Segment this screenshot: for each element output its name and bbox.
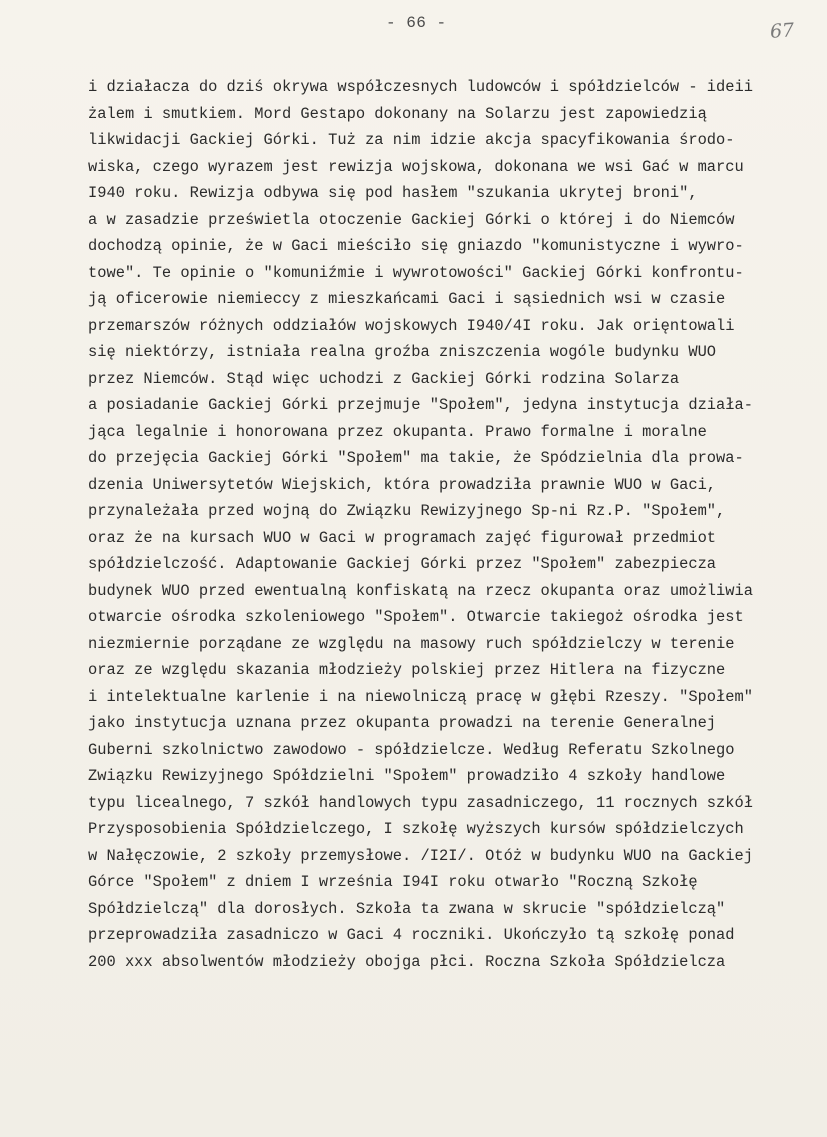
text-line: dzenia Uniwersytetów Wiejskich, która prowadziła prawnie WUO w Gaci,	[88, 475, 717, 494]
page-number: - 66 -	[386, 14, 447, 32]
body-text	[88, 74, 827, 975]
text-line: w Nałęczowie, 2 szkoły przemysłowe. /I2I/. Otóż w budynku WUO na Gackiej	[88, 846, 753, 865]
text-line: oraz ze względu skazania młodzieży polskiej przez Hitlera na fizyczne	[88, 661, 726, 679]
text-line: przez Niemców. Stąd więc uchodzi z Gackiej Górki rodzina Solarza	[88, 369, 680, 388]
text-line: jako instytucja uznana przez okupanta prowadzi na terenie Generalnej	[88, 714, 717, 732]
text-line: żalem i smutkiem. Mord Gestapo dokonany na Solarzu jest zapowiedzią	[88, 104, 707, 123]
text-line: I940 roku. Rewizja odbywa się pod hasłem "szukania ukrytej broni",	[88, 184, 698, 202]
text-line: otwarcie ośrodka szkoleniowego "Społem". Otwarcie takiegoż ośrodka jest	[88, 608, 744, 626]
text-line: likwidacji Gackiej Górki. Tuż za nim idzie akcja spacyfikowania środo-	[88, 131, 735, 149]
handwritten-archive-number: 67	[769, 19, 795, 43]
text-line: przeprowadziła zasadniczo w Gaci 4 roczniki. Ukończyło tą szkołę ponad	[88, 926, 735, 944]
text-line: ją oficerowie niemieccy z mieszkańcami Gaci i sąsiednich wsi w czasie	[88, 290, 726, 308]
text-line: przynależała przed wojną do Związku Rewizyjnego Sp-ni Rz.P. "Społem",	[88, 502, 726, 520]
text-line: do przejęcia Gackiej Górki "Społem" ma takie, że Spódzielnia dla prowa-	[88, 449, 744, 467]
text-line: wiska, czego wyrazem jest rewizja wojskowa, dokonana we wsi Gać w marcu	[88, 157, 744, 176]
text-line: Górce "Społem" z dniem I września I94I roku otwarło "Roczną Szkołę	[88, 873, 698, 891]
text-line: oraz że na kursach WUO w Gaci w programach zajęć figurował przedmiot	[88, 528, 717, 547]
text-line: Przysposobienia Spółdzielczego, I szkołę wyższych kursów spółdzielczych	[88, 820, 744, 838]
text-line: przemarszów różnych oddziałów wojskowych I940/4I roku. Jak orięntowali	[88, 316, 735, 335]
text-line: spółdzielczość. Adaptowanie Gackiej Górki przez "Społem" zabezpiecza	[88, 555, 717, 573]
text-line: i intelektualne karlenie i na niewolniczą pracę w głębi Rzeszy. "Społem"	[88, 687, 753, 706]
text-line: budynek WUO przed ewentualną konfiskatą na rzecz okupanta oraz umożliwia	[88, 581, 753, 600]
text-line: i działacza do dziś okrywa współczesnych ludowców i spółdzielców - ideii	[88, 78, 753, 96]
text-line: Związku Rewizyjnego Spółdzielni "Społem" prowadziło 4 szkoły handlowe	[88, 767, 726, 785]
text-line: się niektórzy, istniała realna groźba zniszczenia wogóle budynku WUO	[88, 343, 717, 361]
text-line: a posiadanie Gackiej Górki przejmuje "Społem", jedyna instytucja działa-	[88, 396, 753, 414]
text-line: towe". Te opinie o "komuniźmie i wywrotowości" Gackiej Górki konfrontu-	[88, 263, 744, 282]
text-line: jąca legalnie i honorowana przez okupanta. Prawo formalne i moralne	[88, 422, 707, 441]
text-line: Spółdzielczą" dla dorosłych. Szkoła ta zwana w skrucie "spółdzielczą"	[88, 899, 726, 918]
text-line: niezmiernie porządane ze względu na masowy ruch spółdzielczy w terenie	[88, 634, 735, 653]
text-line: Guberni szkolnictwo zawodowo - spółdzielcze. Według Referatu Szkolnego	[88, 740, 735, 759]
text-line: 200 xxx absolwentów młodzieży obojga płci. Roczna Szkoła Spółdzielcza	[88, 952, 726, 971]
text-line: typu licealnego, 7 szkół handlowych typu zasadniczego, 11 rocznych szkół	[88, 793, 753, 812]
text-line: a w zasadzie prześwietla otoczenie Gackiej Górki o której i do Niemców	[88, 210, 735, 229]
text-line: dochodzą opinie, że w Gaci mieściło się gniazdo "komunistyczne i wywro-	[88, 237, 744, 255]
